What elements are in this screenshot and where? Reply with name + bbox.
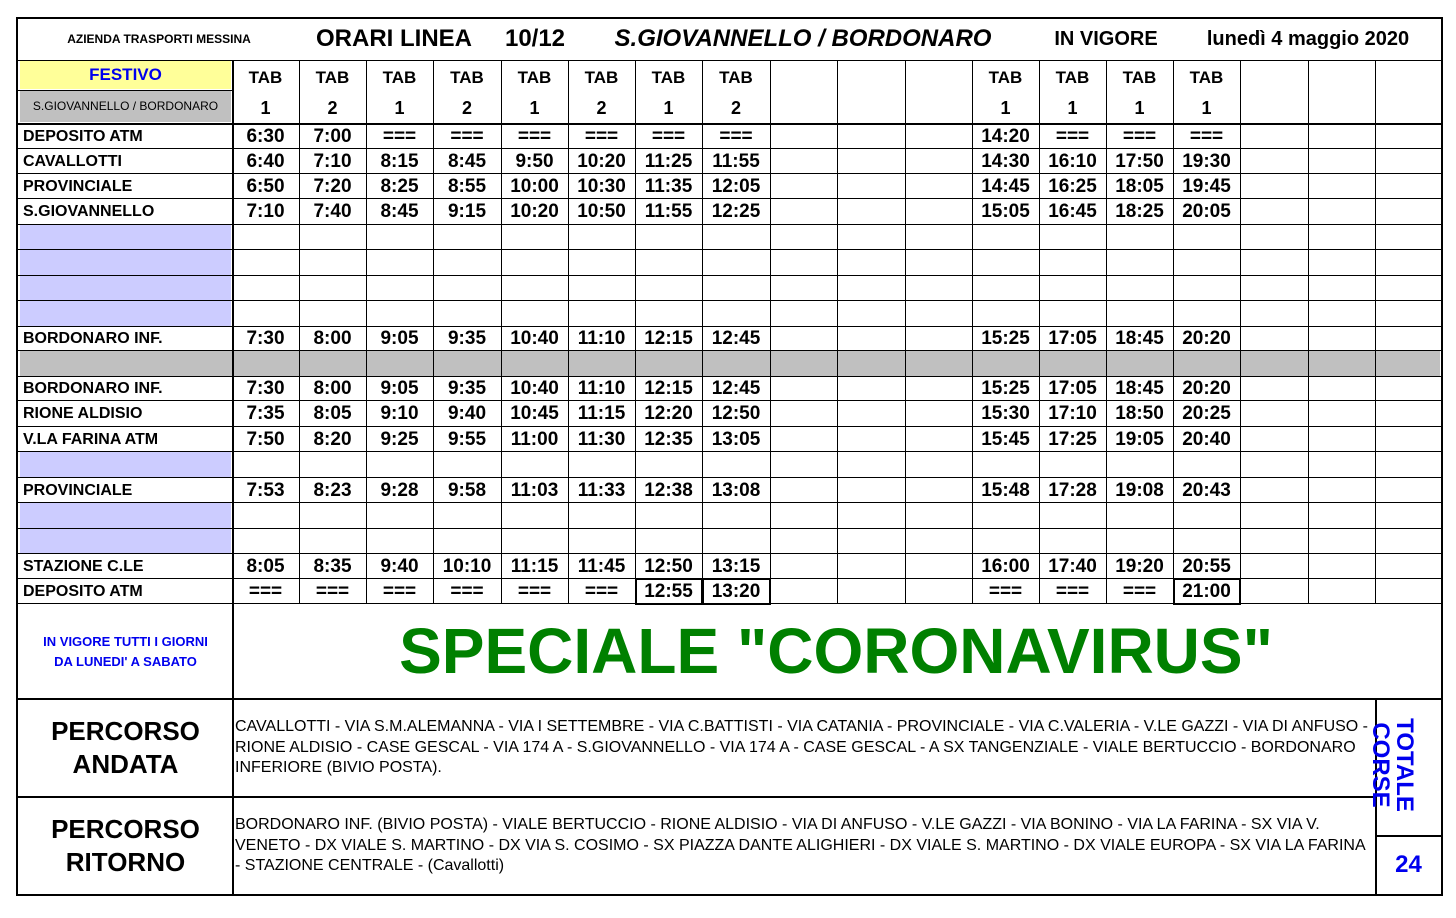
departure-time: === — [1055, 580, 1090, 602]
departure-time: 15:05 — [981, 201, 1030, 222]
departure-time: 11:03 — [510, 479, 559, 501]
tab-number: 1 — [1134, 97, 1145, 118]
stop-name: S.GIOVANNELLO — [23, 203, 155, 220]
departure-time: 8:05 — [246, 555, 285, 577]
outer-border-top — [16, 17, 1443, 19]
departure-time: 12:45 — [711, 328, 761, 349]
empty-stop-cell — [20, 225, 231, 249]
departure-time: === — [1055, 125, 1090, 147]
departure-time: 11:55 — [712, 150, 760, 172]
departure-time: 12:50 — [644, 555, 693, 577]
tab-label: TAB — [651, 68, 686, 87]
departure-time: 19:05 — [1115, 428, 1164, 450]
departure-time: 8:00 — [313, 328, 352, 349]
departure-time: 7:35 — [246, 403, 285, 424]
tab-number: 2 — [596, 97, 607, 118]
departure-time: 11:45 — [577, 555, 626, 577]
line-number: 10/12 — [504, 25, 566, 52]
departure-time: 9:50 — [515, 150, 554, 172]
departure-time: 12:20 — [644, 403, 693, 424]
departure-time: 13:05 — [711, 428, 761, 450]
departure-time: 20:20 — [1182, 378, 1231, 399]
departure-time: 8:55 — [447, 175, 487, 197]
departure-time: 11:30 — [577, 428, 626, 450]
departure-time: 17:25 — [1048, 428, 1097, 450]
departure-time: 8:23 — [313, 479, 352, 501]
andata-bottom-line — [18, 796, 1375, 798]
departure-time: === — [248, 580, 283, 602]
departure-time: 10:40 — [510, 378, 559, 399]
departure-time: === — [1189, 125, 1224, 147]
departure-time: 9:25 — [380, 428, 419, 450]
tab-number: 1 — [1201, 97, 1212, 118]
departure-time: 6:40 — [246, 150, 285, 172]
departure-time: 13:08 — [711, 479, 761, 501]
departure-time: === — [450, 580, 484, 602]
departure-time: 8:20 — [313, 428, 352, 450]
departure-time: 9:15 — [447, 201, 487, 222]
outer-border-right — [1441, 17, 1443, 896]
stop-name: PROVINCIALE — [23, 177, 133, 195]
departure-time: 18:45 — [1115, 378, 1164, 399]
stop-name: DEPOSITO ATM — [23, 127, 143, 145]
departure-time: 10:20 — [577, 150, 626, 172]
orari-linea-label: ORARI LINEA — [316, 25, 472, 52]
departure-time: 17:10 — [1048, 403, 1097, 424]
coronavirus-banner: SPECIALE "CORONAVIRUS" — [399, 615, 1273, 687]
departure-time: 15:48 — [981, 479, 1030, 501]
departure-time: 10:10 — [442, 555, 492, 577]
tab-number: 2 — [730, 97, 741, 118]
departure-time: === — [382, 125, 417, 147]
tab-label: TAB — [315, 68, 350, 87]
departure-time: === — [517, 125, 552, 147]
stop-name: BORDONARO INF. — [23, 380, 163, 397]
notice-line-2: DA LUNEDI' A SABATO — [54, 653, 197, 669]
tab-label: TAB — [248, 68, 283, 87]
departure-time: 6:30 — [246, 125, 285, 147]
departure-time: 17:05 — [1048, 378, 1097, 399]
departure-time: 8:25 — [380, 175, 419, 197]
departure-time: 8:15 — [380, 150, 419, 172]
departure-time: 17:40 — [1048, 555, 1097, 577]
departure-time: 19:45 — [1182, 175, 1231, 197]
departure-time: 9:05 — [380, 378, 419, 399]
tab-label: TAB — [988, 68, 1023, 87]
departure-time: 9:40 — [380, 555, 419, 577]
departure-time: 6:50 — [246, 175, 285, 197]
departure-time: 11:15 — [577, 403, 626, 424]
tab-number: 1 — [260, 97, 271, 118]
tab-number: 2 — [461, 97, 472, 118]
outer-border-bottom — [16, 894, 1443, 896]
highlighted-time-box — [635, 578, 703, 605]
departure-time: 9:28 — [380, 479, 419, 501]
departure-time: 7:53 — [246, 479, 285, 501]
grid-line — [837, 60, 838, 603]
stop-name: DEPOSITO ATM — [23, 582, 143, 600]
departure-time: 12:15 — [644, 328, 693, 349]
departure-time: 15:45 — [981, 428, 1030, 450]
departure-time: 19:20 — [1115, 555, 1164, 577]
tab-number: 1 — [394, 97, 405, 118]
departure-time: 15:25 — [981, 328, 1030, 349]
departure-time: 9:05 — [380, 328, 419, 349]
departure-time: 18:25 — [1115, 201, 1164, 222]
departure-time: 17:28 — [1048, 479, 1097, 501]
departure-time: 15:25 — [981, 378, 1030, 399]
departure-time: === — [1122, 125, 1157, 147]
notice-line-1: IN VIGORE TUTTI I GIORNI — [43, 633, 208, 649]
departure-time: 11:10 — [577, 378, 626, 399]
departure-time: 16:00 — [981, 555, 1030, 577]
departure-time: 7:30 — [246, 328, 285, 349]
grid-line — [1375, 60, 1376, 603]
empty-stop-cell — [20, 276, 231, 300]
departure-time: 7:10 — [246, 201, 285, 222]
departure-time: 21:00 — [1182, 580, 1231, 602]
departure-time: 7:00 — [313, 125, 352, 147]
departure-time: 12:05 — [711, 175, 761, 197]
departure-time: === — [517, 580, 552, 602]
stop-name: V.LA FARINA ATM — [23, 430, 159, 448]
departure-time: 20:25 — [1182, 403, 1231, 424]
tab-label: TAB — [584, 68, 619, 87]
festivo-label: FESTIVO — [89, 65, 162, 84]
departure-time: 16:45 — [1048, 201, 1097, 222]
grid-line — [905, 60, 906, 603]
departure-time: 11:15 — [510, 555, 559, 577]
departure-time: 12:55 — [644, 580, 693, 602]
departure-time: 18:50 — [1115, 403, 1164, 424]
departure-time: 11:33 — [577, 479, 626, 501]
departure-time: 20:40 — [1182, 428, 1231, 450]
departure-time: 16:10 — [1048, 150, 1097, 172]
percorso-ritorno-text: BORDONARO INF. (BIVIO POSTA) - VIALE BERTUCCIO - RIONE ALDISIO - VIA DI ANFUSO - V.LE GAZZI - VIA BONINO - VIA LA FARINA - SX VIA V. VENETO - DX VIALE S. MARTINO - DX VIA S. COSIMO - SX PIAZZA DANTE ALIGHIERI - DX VIALE S. MARTINO - DX VIALE EUROPA - SX VIA LA FARINA - STAZIONE CENTRALE - (Cavallotti) — [235, 816, 1365, 874]
departure-time: 11:10 — [577, 328, 626, 349]
stop-name: RIONE ALDISIO — [23, 405, 143, 422]
stop-name: CAVALLOTTI — [23, 152, 122, 170]
tab-label: TAB — [517, 68, 552, 87]
departure-time: === — [315, 580, 350, 602]
stop-name: PROVINCIALE — [23, 481, 133, 499]
highlighted-time-box — [1173, 578, 1241, 605]
departure-time: 20:55 — [1182, 555, 1231, 577]
empty-stop-cell — [20, 250, 231, 275]
departure-time: 14:20 — [981, 125, 1030, 147]
tab-number: 1 — [1000, 97, 1011, 118]
departure-time: 11:55 — [644, 201, 693, 222]
grid-line — [770, 60, 771, 603]
tab-label: TAB — [1122, 68, 1157, 87]
departure-time: 12:15 — [644, 378, 693, 399]
totale-label: TOTALE — [1391, 718, 1418, 812]
departure-time: 11:00 — [510, 428, 559, 450]
grid-line — [1308, 60, 1309, 603]
departure-time: 15:30 — [981, 403, 1030, 424]
totale-corse-value: 24 — [1395, 851, 1422, 878]
grid-line — [1240, 60, 1241, 603]
departure-time: 7:50 — [246, 428, 285, 450]
departure-time: 12:38 — [644, 479, 693, 501]
empty-stop-cell — [20, 301, 231, 326]
departure-time: 18:05 — [1115, 175, 1164, 197]
departure-time: === — [584, 580, 619, 602]
percorso-andata-text: CAVALLOTTI - VIA S.M.ALEMANNA - VIA I SETTEMBRE - VIA C.BATTISTI - VIA CATANIA - PROVINCIALE - VIA C.VALERIA - V.LE GAZZI - VIA DI ANFUSO - RIONE ALDISIO - CASE GESCAL - VIA 174 A - S.GIOVANNELLO - VIA 174 A - CASE GESCAL - A SX TANGENZIALE - VIALE BERTUCCIO - BORDONARO INFERIORE (BIVIO POSTA). — [235, 718, 1369, 776]
departure-time: 20:20 — [1182, 328, 1231, 349]
departure-time: 12:45 — [711, 378, 761, 399]
route-name: S.GIOVANNELLO / BORDONARO — [614, 25, 992, 52]
departure-time: 8:35 — [313, 555, 352, 577]
departure-time: === — [382, 580, 417, 602]
tab-number: 1 — [1067, 97, 1078, 118]
stop-name: STAZIONE C.LE — [23, 557, 144, 575]
departure-time: 14:45 — [981, 175, 1030, 197]
departure-time: 10:20 — [510, 201, 559, 222]
departure-time: 8:00 — [313, 378, 352, 399]
in-vigore-label: IN VIGORE — [1054, 27, 1158, 50]
departure-time: 12:25 — [711, 201, 761, 222]
empty-stop-cell — [20, 529, 231, 553]
departure-time: 11:25 — [644, 150, 693, 172]
departure-time: 9:10 — [380, 403, 419, 424]
tab-label: TAB — [1189, 68, 1224, 87]
grid-line — [18, 90, 232, 91]
route-short-label: S.GIOVANNELLO / BORDONARO — [32, 99, 219, 113]
departure-time: 18:45 — [1115, 328, 1164, 349]
departure-time: 17:05 — [1048, 328, 1097, 349]
departure-time: 20:05 — [1182, 201, 1231, 222]
percorso-andata-label-2: ANDATA — [72, 748, 179, 779]
departure-time: 10:30 — [577, 175, 626, 197]
stop-name: BORDONARO INF. — [23, 330, 163, 347]
departure-time: 8:45 — [447, 150, 487, 172]
tab-label: TAB — [450, 68, 484, 87]
effective-date: lunedì 4 maggio 2020 — [1206, 27, 1410, 50]
departure-time: === — [988, 580, 1023, 602]
departure-time: 9:55 — [447, 428, 487, 450]
tab-number: 1 — [663, 97, 674, 118]
departure-time: === — [450, 125, 484, 147]
departure-time: 16:25 — [1048, 175, 1097, 197]
highlighted-time-box — [702, 578, 771, 605]
tab-label: TAB — [719, 68, 753, 87]
percorso-ritorno-label-2: RITORNO — [65, 846, 186, 877]
departure-time: 12:50 — [711, 403, 761, 424]
tab-label: TAB — [382, 68, 417, 87]
tab-label: TAB — [1055, 68, 1090, 87]
departure-time: 9:40 — [447, 403, 487, 424]
company-name: AZIENDA TRASPORTI MESSINA — [67, 32, 251, 46]
departure-time: 10:50 — [577, 201, 626, 222]
departure-time: 9:35 — [447, 378, 487, 399]
departure-time: 11:35 — [644, 175, 693, 197]
percorso-ritorno-label-1: PERCORSO — [51, 813, 200, 844]
departure-time: === — [719, 125, 753, 147]
tab-number: 2 — [327, 97, 338, 118]
departure-time: 10:40 — [510, 328, 559, 349]
departure-time: 7:10 — [313, 150, 352, 172]
departure-time: 12:35 — [644, 428, 693, 450]
corse-label: CORSE — [1367, 722, 1394, 808]
departure-time: 19:30 — [1182, 150, 1231, 172]
departure-time: 10:00 — [510, 175, 559, 197]
departure-time: 20:43 — [1182, 479, 1231, 501]
tab-number: 1 — [529, 97, 540, 118]
departure-time: === — [1122, 580, 1157, 602]
departure-time: 8:05 — [313, 403, 352, 424]
departure-time: === — [584, 125, 619, 147]
departure-time: 8:45 — [380, 201, 419, 222]
departure-time: 10:45 — [510, 403, 559, 424]
empty-stop-cell — [20, 452, 231, 477]
empty-stop-cell — [20, 503, 231, 528]
departure-time: 9:35 — [447, 328, 487, 349]
departure-time: 7:30 — [246, 378, 285, 399]
departure-time: 19:08 — [1115, 479, 1164, 501]
departure-time: === — [651, 125, 686, 147]
percorso-andata-label-1: PERCORSO — [51, 715, 200, 746]
departure-time: 17:50 — [1115, 150, 1164, 172]
departure-time: 14:30 — [981, 150, 1030, 172]
departure-time: 9:58 — [447, 479, 487, 501]
departure-time: 13:15 — [711, 555, 761, 577]
departure-time: 13:20 — [711, 580, 761, 602]
departure-time: 7:20 — [313, 175, 352, 197]
departure-time: 7:40 — [313, 201, 352, 222]
